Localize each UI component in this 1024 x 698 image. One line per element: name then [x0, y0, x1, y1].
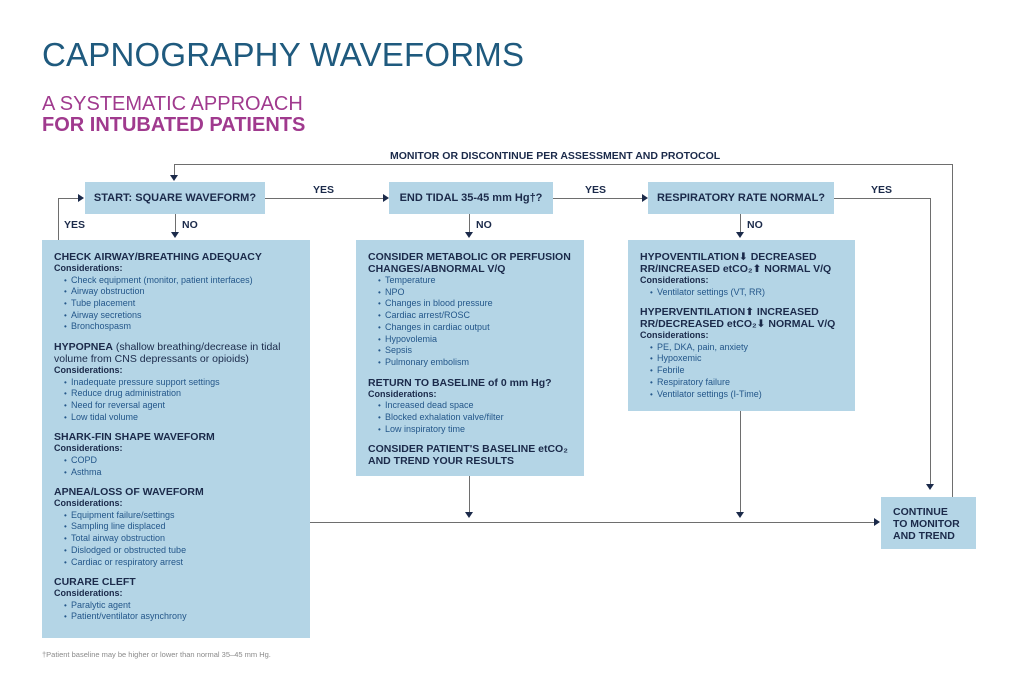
- section-heading-hypoventilation: HYPOVENTILATION⬇ DECREASED: [640, 251, 817, 263]
- question-label: END TIDAL 35-45 mm Hg†?: [399, 192, 543, 204]
- list-item: • Total airway obstruction: [64, 533, 298, 545]
- list-item: • Equipment failure/settings: [64, 510, 298, 522]
- list-item: • Reduce drug administration: [64, 388, 298, 400]
- arrow-down-icon: [170, 175, 178, 181]
- question-start-square-waveform: [85, 182, 265, 214]
- considerations-label: Considerations:: [54, 588, 123, 599]
- list-item: • Airway secretions: [64, 310, 298, 322]
- middle-considerations-box: [356, 240, 584, 476]
- middle-down-connector: [469, 476, 470, 512]
- considerations-label: Considerations:: [640, 330, 709, 341]
- arrow-down-icon: [926, 484, 934, 490]
- continue-line-1: CONTINUE: [893, 506, 948, 518]
- yes-connector-3-down: [930, 198, 931, 484]
- list-item: • Dislodged or obstructed tube: [64, 545, 298, 557]
- question-end-tidal: [389, 182, 553, 214]
- list-item: • Temperature: [378, 275, 572, 287]
- heading-note: (shallow breathing/decrease in tidal volume from CNS depressants or opioids): [54, 341, 281, 366]
- list-item: • Increased dead space: [378, 400, 572, 412]
- list-item: • Ventilator settings (I-Time): [650, 389, 843, 401]
- arrow-right-icon: [78, 194, 84, 202]
- section-heading: [54, 341, 298, 365]
- list-item: • Tube placement: [64, 298, 298, 310]
- no-connector-1: [175, 214, 176, 233]
- list-item: • PE, DKA, pain, anxiety: [650, 342, 843, 354]
- list-item: • NPO: [378, 287, 572, 299]
- yes-label-left: YES: [64, 219, 86, 231]
- section-heading-baseline: [368, 377, 572, 389]
- continue-line-2: TO MONITOR: [893, 518, 960, 530]
- heading-strong: RETURN TO BASELINE: [368, 376, 486, 389]
- question-label: START: SQUARE WAVEFORM?: [93, 192, 257, 204]
- continue-line-3: AND TREND: [893, 530, 955, 542]
- arrow-down-icon: [465, 512, 473, 518]
- section-heading: SHARK-FIN SHAPE WAVEFORM: [54, 431, 215, 444]
- footnote: †Patient baseline may be higher or lower than normal 35–45 mm Hg.: [42, 650, 271, 659]
- list-item: • Hypovolemia: [378, 334, 572, 346]
- list-item: • Febrile: [650, 365, 843, 377]
- no-label-2: NO: [476, 219, 492, 231]
- section-heading: APNEA/LOSS OF WAVEFORM: [54, 486, 204, 499]
- list-item: • Asthma: [64, 467, 298, 479]
- no-connector-3: [740, 214, 741, 233]
- section-heading: CHECK AIRWAY/BREATHING ADEQUACY: [54, 251, 262, 263]
- list-item: • Cardiac or respiratory arrest: [64, 557, 298, 569]
- considerations-label: Considerations:: [54, 443, 123, 454]
- subtitle-line-2: FOR INTUBATED PATIENTS: [42, 114, 306, 136]
- yes-label-3: YES: [871, 184, 893, 196]
- yes-label-1: YES: [313, 184, 335, 196]
- loop-line-right: [952, 164, 953, 497]
- list-item: • Hypoxemic: [650, 353, 843, 365]
- list-item: • Need for reversal agent: [64, 400, 298, 412]
- section-heading-hypoventilation-2: RR/INCREASED etCO₂⬆ NORMAL V/Q: [640, 263, 832, 275]
- yes-connector-1: [265, 198, 383, 199]
- question-label: RESPIRATORY RATE NORMAL?: [656, 192, 826, 204]
- section-heading-metabolic: CONSIDER METABOLIC OR PERFUSION CHANGES/ABNORMAL V/Q: [368, 251, 571, 275]
- arrow-right-icon: [383, 194, 389, 202]
- list-item: • Sampling line displaced: [64, 521, 298, 533]
- section-curare-cleft: [54, 576, 298, 623]
- list-item: • Blocked exhalation valve/filter: [378, 412, 572, 424]
- bottom-connector: [310, 522, 874, 523]
- no-label-1: NO: [182, 219, 198, 231]
- list-item: • Bronchospasm: [64, 321, 298, 333]
- right-considerations-box: [628, 240, 855, 411]
- question-respiratory-rate: [648, 182, 834, 214]
- list-item: • COPD: [64, 455, 298, 467]
- yes-loop-left: [58, 198, 59, 240]
- section-shark-fin: [54, 431, 298, 478]
- arrow-down-icon: [736, 512, 744, 518]
- list-item: • Sepsis: [378, 345, 572, 357]
- considerations-label: Considerations:: [640, 275, 709, 285]
- no-connector-2: [469, 214, 470, 233]
- page-title: CAPNOGRAPHY WAVEFORMS: [42, 36, 525, 73]
- considerations-label: Considerations:: [54, 263, 123, 273]
- yes-connector-3: [834, 198, 931, 199]
- continue-monitor-box: [881, 497, 976, 549]
- arrow-right-icon: [642, 194, 648, 202]
- list-item: • Airway obstruction: [64, 286, 298, 298]
- section-check-airway: [54, 251, 298, 333]
- arrow-down-icon: [736, 232, 744, 238]
- yes-label-2: YES: [585, 184, 607, 196]
- yes-connector-2: [553, 198, 642, 199]
- loop-line-top: [174, 164, 953, 165]
- heading-suffix: of 0 mm Hg?: [485, 376, 552, 389]
- left-considerations-box: [42, 240, 310, 638]
- list-item: • Patient/ventilator asynchrony: [64, 611, 298, 623]
- list-item: • Inadequate pressure support settings: [64, 377, 298, 389]
- section-heading-hyperventilation: HYPERVENTILATION⬆ INCREASED: [640, 306, 819, 319]
- section-hypopnea: [54, 341, 298, 423]
- subtitle-line-1: A SYSTEMATIC APPROACH: [42, 93, 303, 115]
- list-item: • Low tidal volume: [64, 412, 298, 424]
- list-item: • Changes in cardiac output: [378, 322, 572, 334]
- arrow-down-icon: [465, 232, 473, 238]
- yes-loop-left-top: [58, 198, 79, 199]
- arrow-down-icon: [171, 232, 179, 238]
- list-item: • Changes in blood pressure: [378, 298, 572, 310]
- list-item: • Check equipment (monitor, patient interfaces): [64, 275, 298, 287]
- list-item: • Ventilator settings (VT, RR): [650, 287, 843, 299]
- section-heading-trend-2: AND TREND YOUR RESULTS: [368, 455, 515, 468]
- section-heading: CURARE CLEFT: [54, 576, 136, 589]
- section-heading-trend: CONSIDER PATIENT'S BASELINE etCO₂: [368, 443, 568, 456]
- list-item: • Low inspiratory time: [378, 424, 572, 436]
- list-item: • Cardiac arrest/ROSC: [378, 310, 572, 322]
- list-item: • Pulmonary embolism: [378, 357, 572, 369]
- no-label-3: NO: [747, 219, 763, 231]
- arrow-right-icon: [874, 518, 880, 526]
- considerations-label: Considerations:: [54, 365, 123, 376]
- section-heading-hyperventilation-2: RR/DECREASED etCO₂⬇ NORMAL V/Q: [640, 318, 836, 331]
- list-item: • Respiratory failure: [650, 377, 843, 389]
- considerations-label: Considerations:: [368, 388, 437, 399]
- considerations-label: Considerations:: [54, 498, 123, 509]
- list-item: • Paralytic agent: [64, 600, 298, 612]
- section-apnea: [54, 486, 298, 568]
- heading-strong: HYPOPNEA: [54, 341, 113, 354]
- right-down-connector: [740, 411, 741, 512]
- loop-label: MONITOR OR DISCONTINUE PER ASSESSMENT AND PROTOCOL: [390, 150, 721, 162]
